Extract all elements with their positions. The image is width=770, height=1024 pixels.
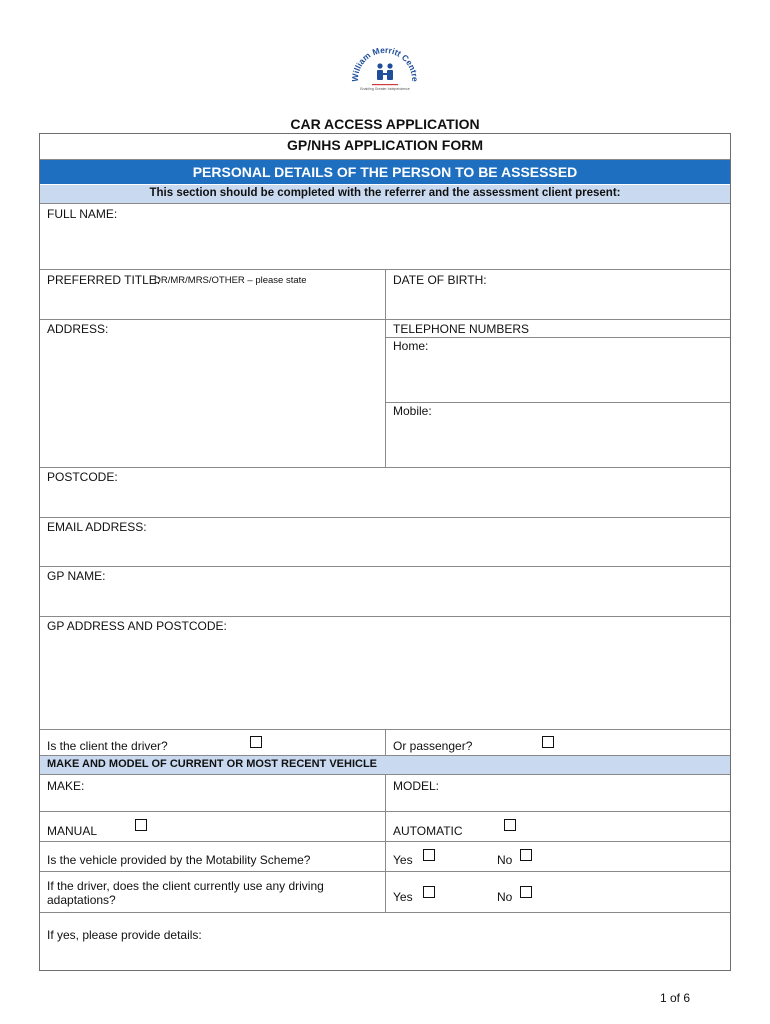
adaptation-details-field[interactable] [40,912,730,970]
postcode-field[interactable] [40,467,730,517]
logo-tagline: Enabling Greater Independence [360,87,410,91]
make-field[interactable] [40,775,385,811]
full-name-label: FULL NAME: [47,207,118,221]
column-divider-vehicle [385,774,386,912]
driver-checkbox[interactable] [250,736,262,748]
date-of-birth-field[interactable] [386,270,730,319]
vehicle-header: MAKE AND MODEL OF CURRENT OR MOST RECENT VEHICLE [40,755,730,774]
manual-checkbox[interactable] [135,819,147,831]
full-name-field[interactable] [40,203,730,269]
section-note: This section should be completed with the referrer and the assessment client present: [40,185,730,203]
date-of-birth-label: DATE OF BIRTH: [393,273,487,287]
home-phone-field[interactable] [386,338,730,402]
address-field[interactable] [40,320,385,467]
page-number: 1 of 6 [660,991,691,1005]
adaptations-question: If the driver, does the client currently use any driving adaptations? [47,879,324,907]
adaptations-no-checkbox[interactable] [520,886,532,898]
make-label: MAKE: [47,779,85,793]
adaptations-no-label: No [497,890,513,904]
postcode-label: POSTCODE: [47,470,118,484]
manual-label: MANUAL [47,824,98,838]
preferred-title-field[interactable] [40,270,385,319]
logo-org-name: William Merritt Centre [350,44,420,82]
preferred-title-hint: DR/MR/MRS/OTHER – please state [154,275,307,286]
automatic-label: AUTOMATIC [393,824,463,838]
preferred-title-label: PREFERRED TITLE: [47,273,161,287]
telephone-numbers-label: TELEPHONE NUMBERS [393,322,530,336]
motability-no-label: No [497,853,513,867]
address-label: ADDRESS: [47,322,109,336]
motability-yes-checkbox[interactable] [423,849,435,861]
motability-yes-label: Yes [393,853,413,867]
form-subtitle: GP/NHS APPLICATION FORM [287,137,483,153]
automatic-checkbox[interactable] [504,819,516,831]
model-field[interactable] [386,775,730,811]
svg-text:William Merritt Centre [350,45,420,82]
gp-address-field[interactable] [40,616,730,729]
adaptations-yes-checkbox[interactable] [423,886,435,898]
form-title: CAR ACCESS APPLICATION [290,116,480,132]
model-label: MODEL: [393,779,440,793]
email-field[interactable] [40,517,730,566]
or-passenger-label: Or passenger? [393,739,473,753]
application-form [39,133,731,971]
is-driver-label: Is the client the driver? [47,739,168,753]
logo-graphic [350,40,420,102]
column-divider-driver [385,729,386,755]
logo [350,40,420,102]
mobile-phone-label: Mobile: [393,404,432,418]
gp-address-label: GP ADDRESS AND POSTCODE: [47,619,227,633]
motability-no-checkbox[interactable] [520,849,532,861]
adaptations-yes-label: Yes [393,890,413,904]
gp-name-field[interactable] [40,566,730,616]
home-phone-label: Home: [393,339,429,353]
passenger-checkbox[interactable] [542,736,554,748]
gp-name-label: GP NAME: [47,569,106,583]
section-header: PERSONAL DETAILS OF THE PERSON TO BE ASSESSED [40,159,730,184]
mobile-phone-field[interactable] [386,403,730,467]
column-divider-top [385,269,386,467]
motability-question: Is the vehicle provided by the Motability Scheme? [47,853,311,867]
email-label: EMAIL ADDRESS: [47,520,147,534]
details-label: If yes, please provide details: [47,928,202,942]
